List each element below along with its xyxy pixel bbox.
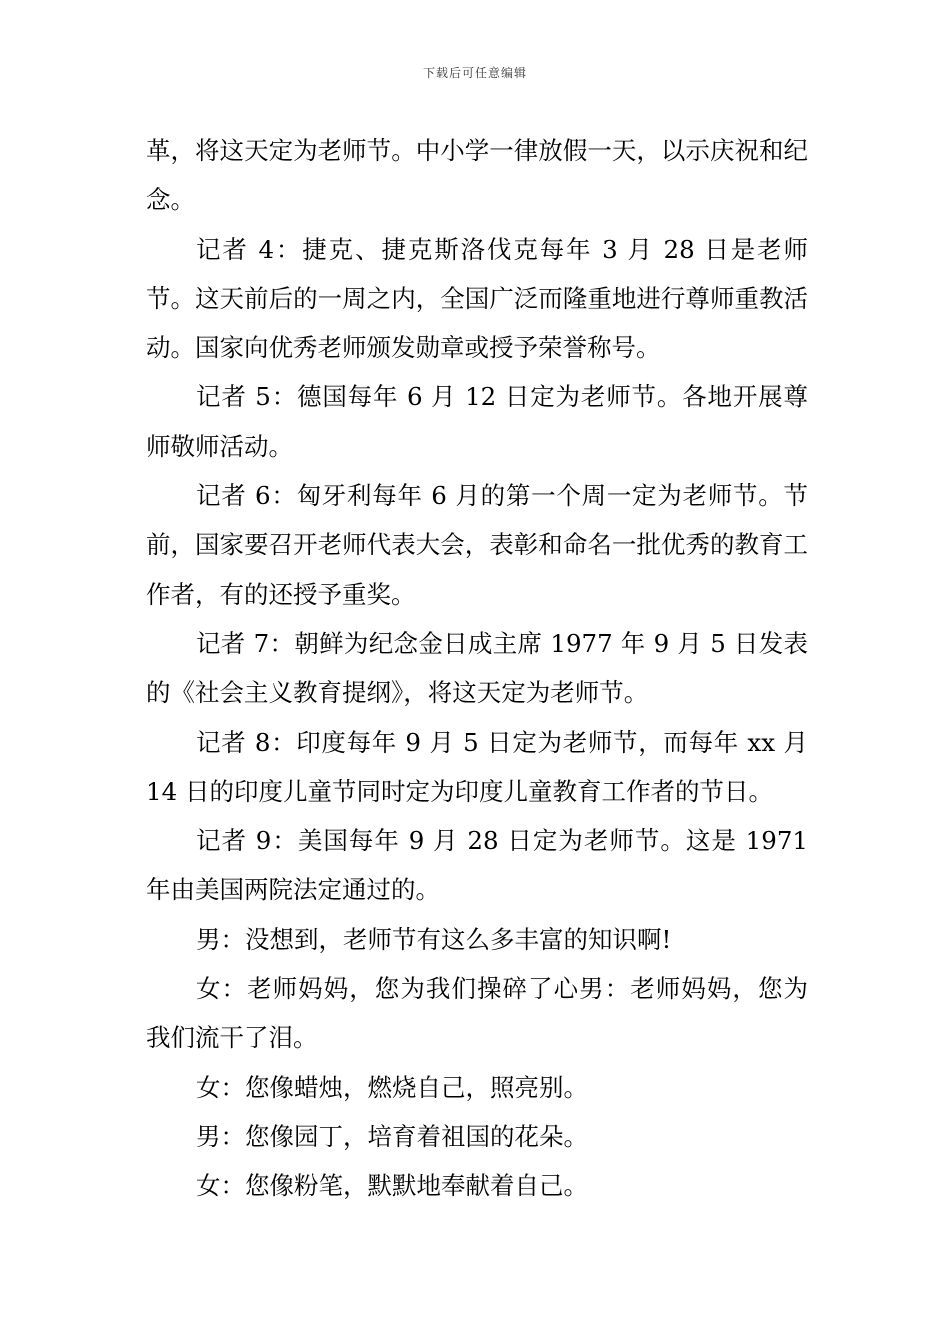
paragraph: 记者 5：德国每年 6 月 12 日定为老师节。各地开展尊师敬师活动。 [146, 382, 808, 461]
document-body [146, 126, 808, 1211]
paragraph: 记者 8：印度每年 9 月 5 日定为老师节，而每年 xx 月 14 日的印度儿童节同时定为印度儿童教育工作者的节日。 [146, 727, 808, 806]
paragraph: 革，将这天定为老师节。中小学一律放假一天，以示庆祝和纪念。 [146, 136, 808, 215]
paragraph: 女：老师妈妈，您为我们操碎了心男：老师妈妈，您为我们流干了泪。 [146, 974, 808, 1053]
paragraph: 记者 6：匈牙利每年 6 月的第一个周一定为老师节。节前，国家要召开老师代表大会，表彰和命名一批优秀的教育工作者，有的还授予重奖。 [146, 481, 808, 609]
paragraph: 女：您像粉笔，默默地奉献着自己。 [196, 1171, 588, 1201]
paragraph: 记者 7：朝鲜为纪念金日成主席 1977 年 9 月 5 日发表的《社会主义教育提纲》，将这天定为老师节。 [146, 628, 808, 708]
paragraph: 男：没想到，老师节有这么多丰富的知识啊! [196, 924, 672, 954]
page-header: 下载后可任意编辑 [422, 66, 527, 80]
paragraph: 男：您像园丁，培育着祖国的花朵。 [196, 1121, 588, 1151]
paragraph: 记者 4：捷克、捷克斯洛伐克每年 3 月 28 日是老师节。这天前后的一周之内，全国广泛而隆重地进行尊师重教活动。国家向优秀老师颁发勋章或授予荣誉称号。 [146, 234, 808, 363]
paragraph: 女：您像蜡烛，燃烧自己，照亮别。 [196, 1072, 588, 1102]
paragraph: 记者 9：美国每年 9 月 28 日定为老师节。这是 1971 年由美国两院法定通过的。 [146, 826, 808, 905]
